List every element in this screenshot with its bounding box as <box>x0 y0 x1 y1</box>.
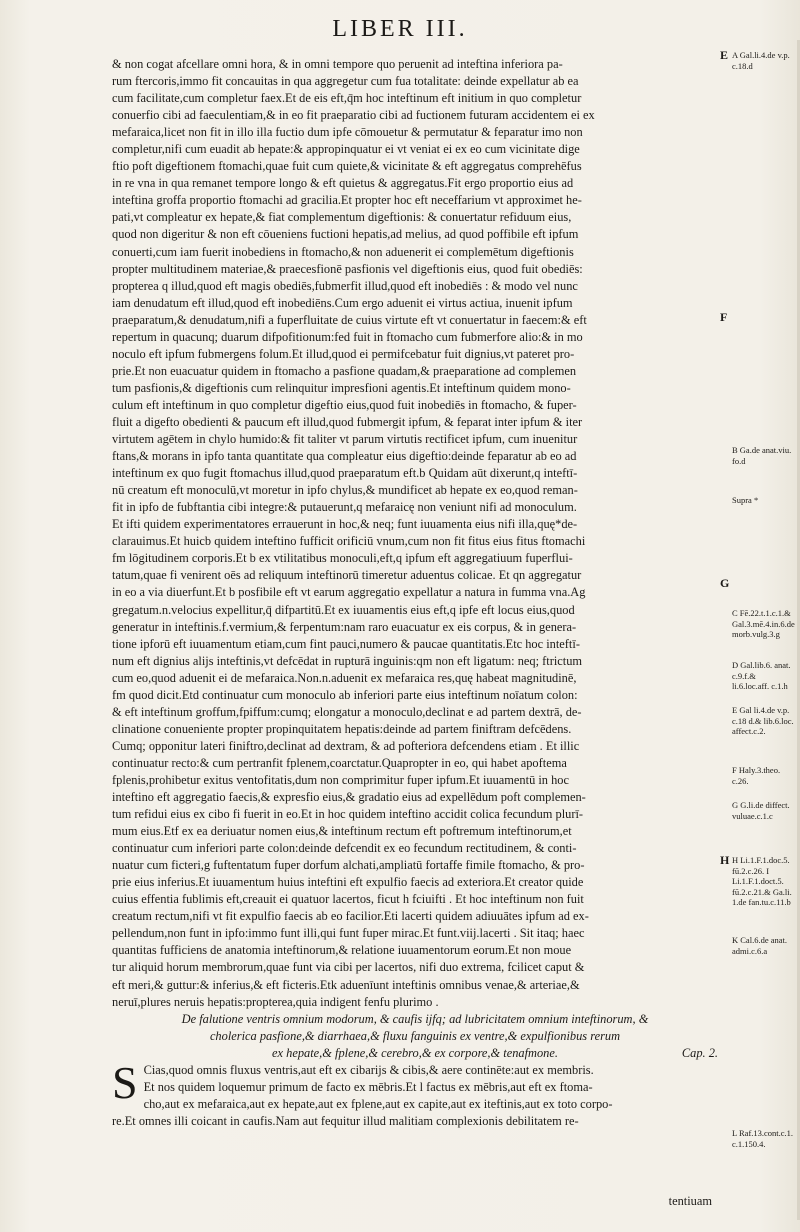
body-line: nuatur cum ficteri,g fuftentatum fuper dorfum alchati,ampliatū fortaffe fimile ftomacho, & pro- <box>112 858 585 873</box>
margin-section-letter: H <box>720 853 730 867</box>
body-line: gregatum.n.velocius expellitur,q̄ difpartitū.Et ex iuuamentis eius eft,q ipfe eft locus eius,quod <box>112 602 575 617</box>
body-line: fm lōgitudinem corporis.Et b ex vtilitatibus monoculi,eft,q ipfum eft aggregatiuum fuperflui- <box>112 551 573 566</box>
chapter-line: re.Et omnes illi coicant in caufis.Nam aut fequitur illud malitiam complexionis debilitatem re- <box>112 1113 579 1128</box>
marginal-note <box>732 800 794 822</box>
main-text-block <box>112 56 718 1130</box>
catchword: tentiuam <box>668 1194 712 1208</box>
margin-citation: H Li.1.F.1.doc.5. fū.2.c.26. I Li.1.F.1.doct.5. fū.2.c.21.& Ga.li. 1.de fan.tu.c.11.b <box>732 855 792 907</box>
body-line: Et ifti quidem experimentatores errauerunt in hoc,& neq; funt iuuamenta eius nifi illa,quę*de- <box>112 517 578 532</box>
body-line: culum eft inteftinum in quo completur digeftio eius,quod fuit inobediēs in ftomacho, & fuper- <box>112 397 577 412</box>
body-line: pellendum,non funt in ipfo:immo funt illi,qui funt fuper mirac.Et funt.viij.lacerti . Sit itaq; haec <box>112 926 585 941</box>
margin-citation: G G.li.de diffect. vuluae.c.1.c <box>732 800 790 821</box>
body-line: conuerti,cum iam fuerit inobediens in ftomacho,& non aduenerit ei complemētum digeftionis <box>112 244 574 259</box>
margin-citation: C Fē.22.t.1.c.1.& Gal.3.mē.4.in.6.de morb.vulg.3.g <box>732 608 795 639</box>
margin-citation: E Gal li.4.de v.p. c.18 d.& lib.6.loc. affect.c.2. <box>732 705 794 736</box>
body-line: ftans,& morans in ipfo tanta quantitate qua compleatur eius digeftio:deinde feparatur ab eo ad <box>112 449 577 464</box>
body-line: cum eo,quod aduenit ei de mefaraica.Non.n.aduenit ex mefaraica res,quę habeat magnitudinē, <box>112 670 577 685</box>
running-head: LIBER III. <box>332 16 468 42</box>
body-line: propter multitudinem materiae,& praecesfionē pasfionis vel digeftionis eius, quod fuit obediēs: <box>112 261 583 276</box>
body-line: quod non digeritur & non eft cōueniens fuctioni hepatis,ad melius, ad quod poffibile eft ipfum <box>112 227 579 242</box>
body-line: continuatur recto:& cum pertranfit fplenem,coarctatur.Quapropter in eo, qui habet apoftema <box>112 755 567 770</box>
body-line: ftio poft digeftionem ftomachi,quae fuit cum quiete,& vicinitate & eft aggregatus comprehēfus <box>112 159 582 174</box>
chapter-lines <box>112 1056 718 1130</box>
body-line: noculo eft ipfum fubmergens folum.Et illud,quod ei permifcebatur fuit dignius,vt pateret pro- <box>112 346 575 361</box>
section-heading-line-3: ex hepate,& fplene,& cerebro,& ex corpore,& tenafmone. <box>272 1045 558 1060</box>
body-line: continuatur cum inferiori parte colon:deinde defcendit ex eo fecundum rectitudinem, & conti- <box>112 841 577 856</box>
margin-citation: L Raf.13.cont.c.1. c.1.150.4. <box>732 1128 794 1149</box>
chapter-opening <box>112 1056 718 1130</box>
body-line: clarauimus.Et huicb quidem inteftino fufficit orificiū vnum,cum non fit fitus eius fitus ftomachi <box>112 534 586 549</box>
marginal-note <box>732 608 794 641</box>
body-line: & eft inteftinum groffum,fpiffum:cumq; elongatur a monoculo,declinat e ad partem dextrā, de- <box>112 704 582 719</box>
margin-section-letter: F <box>720 310 728 324</box>
body-line: repertum in quacunq; duarum difpofitionum:fed fuit in ftomacho cum fubmerfore alio:& in mo <box>112 329 583 344</box>
body-line: fplenis,prohibetur exitus ventofitatis,dum non comprimitur fuper ipfum.Et iuuamentū in hoc <box>112 772 569 787</box>
body-line: tatum,quae fi venirent oēs ad reliquum inteftinorū timeretur aduentus colicae. Et qn aggregatur <box>112 568 582 583</box>
body-line: conuerfio cibi ad faeculentiam,& in eo fit praeparatio cibi ad fuctionem futuram accidentem ei ex <box>112 108 595 123</box>
body-line: clinatione conueniente propter propinquitatem hepatis:deinde ad partem finiftram defcēdens. <box>112 721 572 736</box>
margin-citation: D Gal.lib.6. anat. c.9.f.& li.6.loc.aff. c.1.h <box>732 660 791 691</box>
body-line: praeparatum,& denudatum,nifi a fuperfluitate de cuius virtute eft vt conuertatur in faecem:& eft <box>112 312 587 327</box>
marginal-note <box>732 495 794 507</box>
body-line: mefaraica,licet non fit in illo illa fuctio dum ipfe cōmouetur & permutatur & feparatur imo non <box>112 125 583 140</box>
body-line: completur,nifi cum euadit ab hepate:& appropinquatur ei vt veniat ei ex eo cum vicinitate dige <box>112 142 580 157</box>
body-line: tum refidui eius ex cibo fi fuerit in eo.Et in hoc quidem inteftino accidit colica fecundum plurī- <box>112 807 584 822</box>
body-line: propterea q illud,quod eft magis obediēs,fubmerfit illud,quod eft inobediēs : & modo vel nunc <box>112 278 578 293</box>
marginal-note <box>732 1128 794 1150</box>
margin-citation: B Ga.de anat.viu. fo.d <box>732 445 792 466</box>
body-line: inteftinum ex quo fugit ftomachus illud,quod praeparatum eft.b Quidam aūt dixerunt,q inteftī- <box>112 466 578 481</box>
chapter-line: Cias,quod omnis fluxus ventris,aut eft ex cibarijs & cibis,& aere continēte:aut ex membris. <box>143 1062 594 1077</box>
body-line: prie.Et non euacuatur quidem in ftomacho a pasfione quadam,& praeparatione ad complemen <box>112 363 577 378</box>
section-heading-cap-row <box>112 1045 718 1062</box>
body-line: creatum rectum,nifi vt fit expulfio faecis ab eo facilior.Eti lacerti quidem adiuuātes ipfum ad ex- <box>112 909 589 924</box>
marginal-note <box>732 765 794 787</box>
marginal-note <box>732 445 794 467</box>
body-line: tione ipforū eft iuuamentum etiam,cum fint pauci,numero & paucae quantitatis.Etc hoc inteftī- <box>112 636 580 651</box>
margin-section-letter: E <box>720 48 729 62</box>
body-line: fluit a digefto obedienti & paucum eft illud,quod fubmergit ipfum, & feparat inter ipfum & iter <box>112 414 583 429</box>
body-line: & non cogat afcellare omni hora, & in omni tempore quo peruenit ad inteftina inferiora pa- <box>112 57 563 71</box>
body-line: inteftino eft aggregatio faecis,& expresfio eius,& gradatio eius ad expellēdum poft complemen- <box>112 790 586 805</box>
section-heading-line-1: De falutione ventris omnium modorum, & caufis ijfq; ad lubricitatem omnium inteftinorum, & <box>181 1011 649 1026</box>
body-line: neruī,plures neruis hepatis:propterea,quia indigent fenfu plurimo . <box>112 994 439 1009</box>
margin-citation: Supra * <box>732 495 759 505</box>
body-line: num eft dignius alijs inteftinis,vt defcēdat in rupturā inguinis:qm non eft ligatum: neq; ftrictum <box>112 653 583 668</box>
margin-citation: K Cal.6.de anat. admi.c.6.a <box>732 935 787 956</box>
body-line: rum ftercoris,immo fit concauitas in qua aggregetur cum fua totalitate: deinde expellatur ab ea <box>112 74 579 89</box>
body-line: inteftina groffa proportio ftomachi ad gracilia.Et propter hoc eft neceffarium vt approximet he- <box>112 193 582 208</box>
marginal-note <box>732 660 794 693</box>
margin-citation: A Gal.li.4.de v.p. c.18.d <box>732 50 790 71</box>
marginal-note <box>720 48 794 72</box>
body-line: tur aliquid horum membrorum,quae funt via cibi per lacertos, nifi duo extrema, fcilicet caput & <box>112 960 585 975</box>
body-line: Cumq; opponitur lateri finiftro,declinat ad dextram, & ad pofteriora defcendens etiam . Et illic <box>112 738 580 753</box>
section-heading <box>112 1011 718 1062</box>
marginal-note <box>732 935 794 957</box>
chapter-line: cho,aut ex mefaraica,aut ex hepate,aut ex fplene,aut ex capite,aut ex iteftinis,aut ex toto corpo- <box>143 1096 613 1111</box>
body-line: tum pasfionis,& digeftionis cum relinquitur impresfioni agentis.Et inteftinum quidem mono- <box>112 380 571 395</box>
body-line: in eo a via diuerfunt.Et b posfibile eft vt earum aggregatio expellatur a natura in fumma vna.Ag <box>112 585 586 600</box>
section-heading-line-2: cholerica pasfione,& diarrhaea,& fluxu fanguinis ex ventre,& expulfionibus rerum <box>209 1028 621 1043</box>
margin-section-letter: G <box>720 576 730 590</box>
body-line: fm quod dicit.Etd continuatur cum monoculo ab inferiori parte eius inteftinum noīatum colon: <box>112 687 578 702</box>
chapter-number: Cap. 2. <box>681 1045 719 1060</box>
body-line: in re vna in qua remanet tempore longo & eft quietus & aggregatus.Fit ergo proportio eius ad <box>112 176 574 191</box>
body-line: cuius effentia fublimis eft,creauit ei quatuor lacertos, ficut h fciuifti . Et hoc inteftinum non fuit <box>112 892 584 907</box>
drop-cap: S <box>112 1056 138 1108</box>
marginal-note <box>720 853 794 909</box>
body-line: pati,vt compleatur ex hepate,& fiat complementum digeftionis: & conuertatur refiduum eius, <box>112 210 572 225</box>
body-line: iam denudatum eft illud,quod eft inobediēns.Cum ergo aduenit ei virtus actiua, inuenit ipfum <box>112 295 573 310</box>
body-line: eft meri,& guttur:& inferius,& eft ficteris.Etk aduenīunt inteftinis omnibus venae,& arteriae,& <box>112 977 580 992</box>
body-line: cum facilitate,cum completur faex.Et de eis eft,q̄m hoc inteftinum eft initium in quo completur <box>112 91 582 106</box>
body-line: quantitas fufficiens de anatomia inteftinorum,& relatione iuuamentorum eorum.Et non moue <box>112 943 572 958</box>
body-line: prie eius inferius.Et iuuamentum huius inteftini eft expulfio faecis ad exteriora.Et creator quide <box>112 875 584 890</box>
body-lines <box>112 56 718 1011</box>
marginal-note <box>732 705 794 738</box>
body-line: nū creatum eft monoculū,vt moretur in ipfo chylus,& mundificet ab hepate ex eo,quod reman- <box>112 483 578 498</box>
body-line: virtutem agētem in chylo humido:& fit taliter vt parum virtutis rectificet ipfum, cum inuenitur <box>112 432 578 447</box>
body-line: generatur in inteftinis.f.vermium,& ferpentum:nam raro euacuatur ex eis corpus, & in genera- <box>112 619 577 634</box>
body-line: mum eius.Etf ex ea deriuatur nomen eius,& inteftinum rectum eft poftremum inteftinorum,et <box>112 824 572 839</box>
margin-citation: F Haly.3.theo. c.26. <box>732 765 781 786</box>
chapter-line: Et nos quidem loquemur primum de facto ex mēbris.Et l factus ex mēbris,aut eft ex ftoma- <box>143 1079 593 1094</box>
body-line: fit in ipfo de fubftantia cibi integre:& putauerunt,q mefaraicę non veniunt nifi ad monoculum. <box>112 500 577 515</box>
